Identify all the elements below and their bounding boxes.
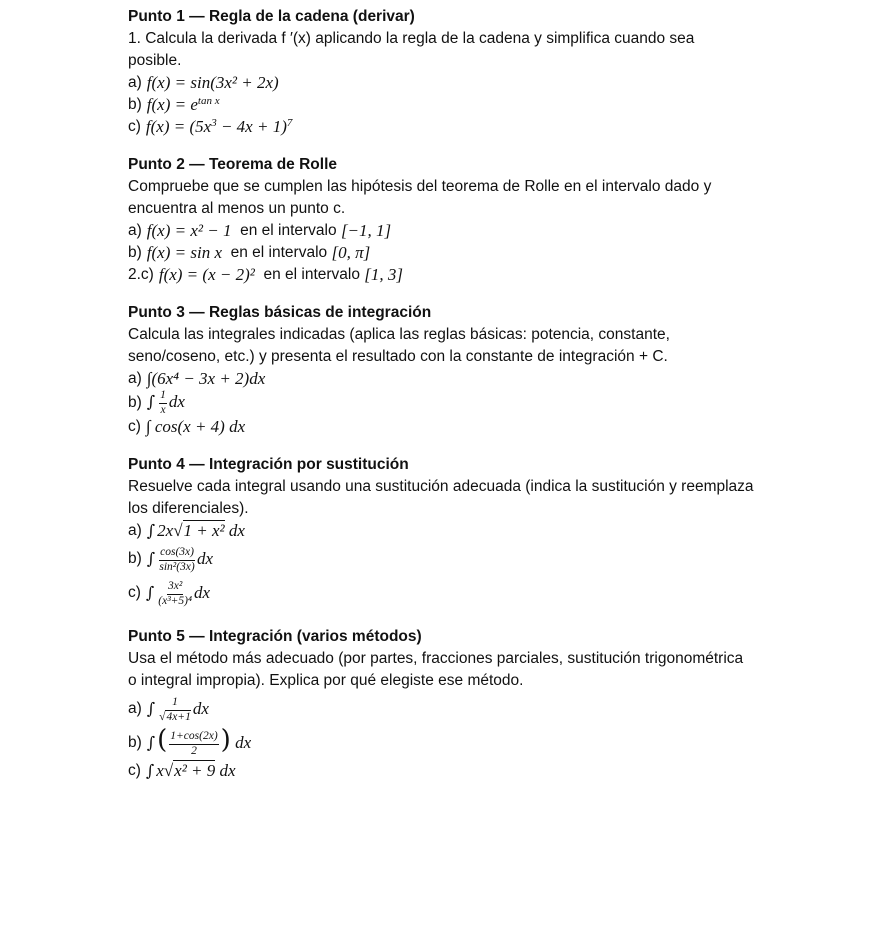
function-expression: f(x) = x² − 1 <box>146 221 232 240</box>
interval-text: en el intervalo <box>230 244 328 261</box>
section-punto-1 <box>128 6 828 138</box>
section-heading: Punto 3 — Reglas básicas de integración <box>128 304 432 321</box>
integral-sign-icon: ∫ <box>145 761 155 780</box>
instruction-line: encuentra al menos un punto c. <box>128 200 346 217</box>
item-label: a) <box>128 74 142 91</box>
section-punto-4 <box>128 454 828 610</box>
sqrt-icon: √ <box>173 521 183 540</box>
item-label: a) <box>128 222 142 239</box>
instruction-line: Resuelve cada integral usando una sustitución adecuada (indica la sustitución y reemplaza <box>128 478 754 495</box>
integral-sign-icon: ∫ <box>146 699 156 718</box>
exercise-item <box>128 760 828 782</box>
exercise-item <box>128 390 828 416</box>
instruction-line: Calcula las integrales indicadas (aplica las reglas básicas: potencia, constante, <box>128 326 670 343</box>
exercise-item <box>128 542 828 576</box>
item-label: b) <box>128 550 142 567</box>
item-label: a) <box>128 522 142 539</box>
exercise-item <box>128 264 828 286</box>
math-expression: ∫ 2x√1 + x² dx <box>146 521 245 540</box>
exercise-item <box>128 692 828 726</box>
item-label: c) <box>128 118 141 135</box>
math-expression: $f(x) = e^{tan x}$ <box>146 95 220 114</box>
section-punto-5 <box>128 626 828 782</box>
instruction-line: 1. Calcula la derivada f ′(x) aplicando la regla de la cadena y simplifica cuando sea <box>128 30 695 47</box>
exercise-item <box>128 72 828 94</box>
item-label: b) <box>128 244 142 261</box>
section-punto-3 <box>128 302 828 438</box>
exercise-sheet <box>128 6 828 798</box>
math-expression: ∫ $\frac{\text{3x²}}{\text{(x³+5)⁴}}$ dx <box>145 580 211 607</box>
exercise-item <box>128 416 828 438</box>
section-heading: Punto 1 — Regla de la cadena (derivar) <box>128 8 415 25</box>
math-expression: ∫ cos(x + 4) dx <box>145 417 246 436</box>
item-label: c) <box>128 584 141 601</box>
section-heading: Punto 5 — Integración (varios métodos) <box>128 628 422 645</box>
integral-sign-icon: ∫ <box>146 733 156 752</box>
integral-sign-icon: ∫ <box>146 549 156 568</box>
item-label: 2.c) <box>128 266 154 283</box>
math-expression: ∫ $\frac{\cos(3x)}{\text{sin²(3x)}}$ dx <box>146 546 214 573</box>
interval: [1, 3] <box>364 265 404 284</box>
math-expression: ∫ $\frac{1}{x}$ dx <box>146 389 185 416</box>
interval: [0, π] <box>331 243 371 262</box>
interval-text: en el intervalo <box>263 266 360 283</box>
instruction-line: los diferenciales). <box>128 500 249 517</box>
item-label: b) <box>128 96 142 113</box>
math-expression: f(x) = sin(3x² + 2x) <box>146 73 279 92</box>
item-label: a) <box>128 700 142 717</box>
exercise-item <box>128 576 828 610</box>
interval: [−1, 1] <box>340 221 392 240</box>
math-expression: ∫ x√x² + 9 dx <box>145 761 236 780</box>
math-expression: ∫( $\frac{1+\cos(2x)}{2}$ ) dx <box>146 725 252 757</box>
exercise-item <box>128 726 828 760</box>
exercise-item <box>128 368 828 390</box>
instruction-line: Usa el método más adecuado (por partes, fracciones parciales, sustitución trigonométrica <box>128 650 744 667</box>
function-expression: f(x) = (x − 2)² <box>158 265 255 284</box>
exercise-item <box>128 116 828 138</box>
section-heading: Punto 4 — Integración por sustitución <box>128 456 409 473</box>
item-label: c) <box>128 762 141 779</box>
item-label: b) <box>128 394 142 411</box>
exercise-item <box>128 220 828 242</box>
instruction-line: posible. <box>128 52 182 69</box>
exercise-item <box>128 94 828 116</box>
exercise-item <box>128 520 828 542</box>
instruction-line: seno/coseno, etc.) y presenta el resultado con la constante de integración + C. <box>128 348 668 365</box>
item-label: b) <box>128 734 142 751</box>
function-expression: f(x) = sin x <box>146 243 222 262</box>
exercise-item <box>128 242 828 264</box>
integral-sign-icon: ∫ <box>146 521 156 540</box>
section-heading: Punto 2 — Teorema de Rolle <box>128 156 338 173</box>
integral-sign-icon: ∫ <box>145 583 155 602</box>
instruction-line: Compruebe que se cumplen las hipótesis del teorema de Rolle en el intervalo dado y <box>128 178 712 195</box>
math-expression: $f(x) = (5x^3 - 4x + 1)^7$ <box>145 117 293 136</box>
interval-text: en el intervalo <box>240 222 337 239</box>
item-label: a) <box>128 370 142 387</box>
sqrt-icon: √ <box>159 710 166 723</box>
instruction-line: o integral impropia). Explica por qué elegiste ese método. <box>128 672 524 689</box>
sqrt-icon: √ <box>163 761 174 780</box>
item-label: c) <box>128 418 141 435</box>
math-expression: ∫(6x⁴ − 3x + 2)dx <box>146 369 266 388</box>
section-punto-2 <box>128 154 828 286</box>
math-expression: ∫ $\frac{1}{√4x+1}$ dx <box>146 696 209 723</box>
integral-sign-icon: ∫ <box>146 391 156 411</box>
